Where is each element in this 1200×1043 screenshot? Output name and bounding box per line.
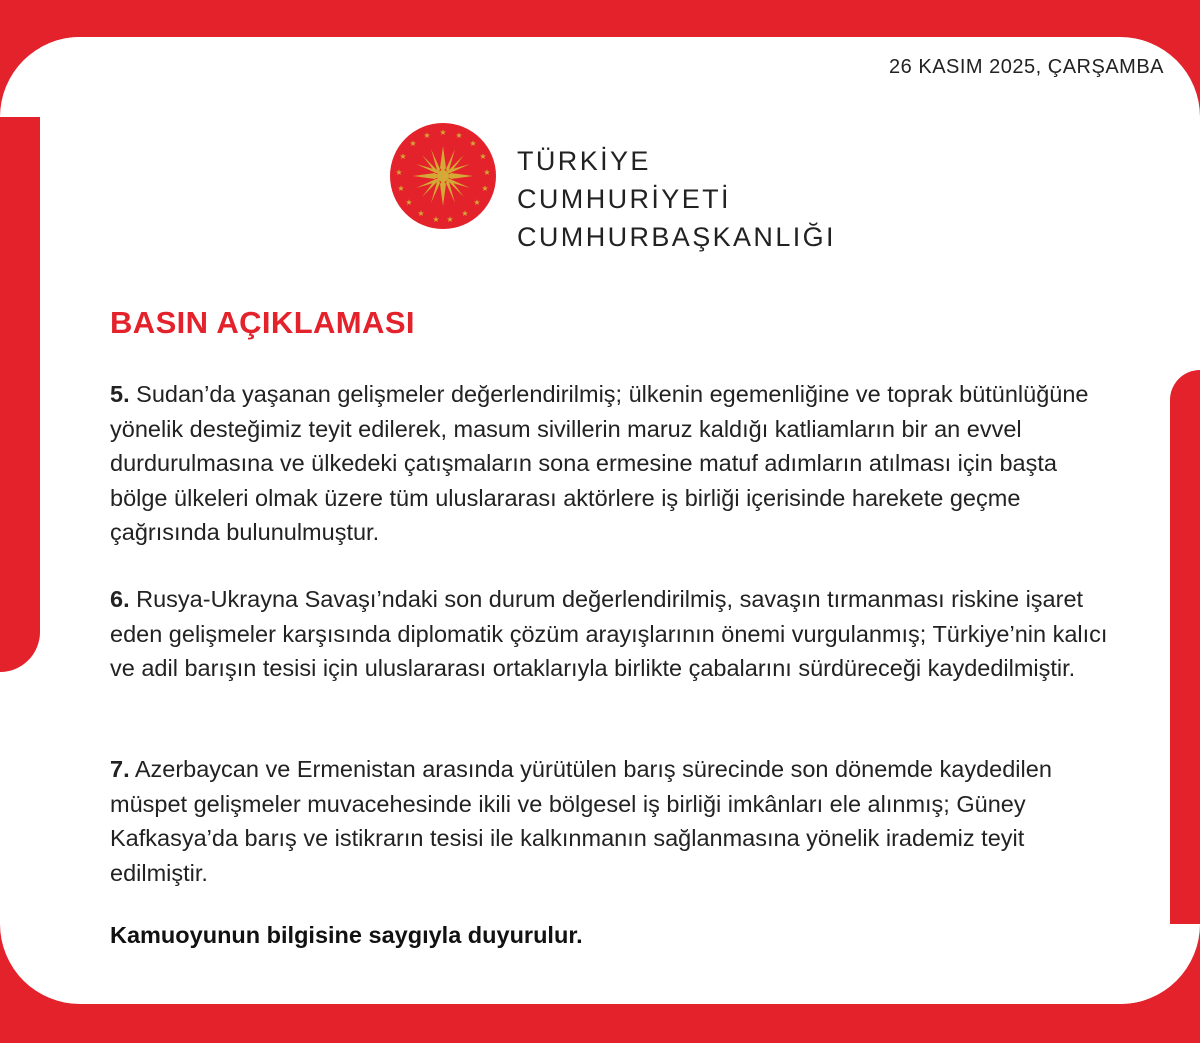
item-text: Azerbaycan ve Ermenistan arasında yürütülen barış sürecinde son dönemde kaydedilen müspet gelişmeler muvacehesinde ikili ve bölgesel iş birliği imkânları ele alınmış; Güney Kafkasya’da barış ve istikrarın tesisi ile kalkınmanın sağlanmasına yönelik irademiz teyit edilmiştir. — [110, 756, 1052, 886]
item-number: 6. — [110, 586, 130, 612]
svg-text:★: ★ — [469, 139, 477, 148]
item-text: Rusya-Ukrayna Savaşı’ndaki son durum değerlendirilmiş, savaşın tırmanması riskine işaret eden gelişmeler karşısında diplomatik çözüm arayışlarının önemi vurgulanmış; Türkiye’nin kalıcı ve adil barışın tesisi için uluslararası ortaklarıyla birlikte çabalarını sürdüreceği kaydedilmiştir. — [110, 586, 1108, 681]
paragraph-item-5 — [110, 377, 1110, 550]
document-heading: BASIN AÇIKLAMASI — [110, 305, 415, 340]
svg-text:★: ★ — [455, 131, 463, 140]
organization-name — [517, 142, 836, 256]
svg-text:★: ★ — [479, 152, 487, 161]
svg-text:★: ★ — [409, 139, 417, 148]
right-red-band — [1170, 370, 1200, 1004]
svg-text:★: ★ — [432, 215, 440, 224]
presidential-seal-icon — [389, 122, 497, 230]
date-label: 26 KASIM 2025, ÇARŞAMBA — [889, 56, 1164, 78]
org-line-1: TÜRKİYE CUMHURİYETİ — [517, 146, 731, 214]
svg-text:★: ★ — [481, 184, 489, 193]
item-text: Sudan’da yaşanan gelişmeler değerlendirilmiş; ülkenin egemenliğine ve toprak bütünlüğüne yönelik desteğimiz teyit edilerek, masum sivillerin maruz kaldığı katliamların bir an evvel durdurulmasına ve ülkedeki çatışmaların sona ermesine matuf adımların atılması için başta bölge ülkeleri olmak üzere tüm uluslararası aktörlere iş birliği içerisinde harekete geçme çağrısında bulunulmuştur. — [110, 381, 1089, 545]
svg-text:★: ★ — [417, 209, 425, 218]
presidency-logo — [389, 122, 836, 252]
svg-text:★: ★ — [483, 168, 491, 177]
svg-text:★: ★ — [423, 131, 431, 140]
paragraph-item-7 — [110, 752, 1110, 890]
item-number: 7. — [110, 756, 130, 782]
svg-text:★: ★ — [461, 209, 469, 218]
svg-text:★: ★ — [405, 198, 413, 207]
paragraph-item-6 — [110, 582, 1110, 686]
svg-text:★: ★ — [473, 198, 481, 207]
svg-text:★: ★ — [439, 128, 447, 137]
svg-text:★: ★ — [399, 152, 407, 161]
svg-text:★: ★ — [397, 184, 405, 193]
org-line-2: CUMHURBAŞKANLIĞI — [517, 222, 836, 252]
svg-text:★: ★ — [446, 215, 454, 224]
left-red-band — [0, 37, 40, 672]
closing-statement: Kamuoyunun bilgisine saygıyla duyurulur. — [110, 922, 583, 948]
item-number: 5. — [110, 381, 130, 407]
svg-text:★: ★ — [395, 168, 403, 177]
